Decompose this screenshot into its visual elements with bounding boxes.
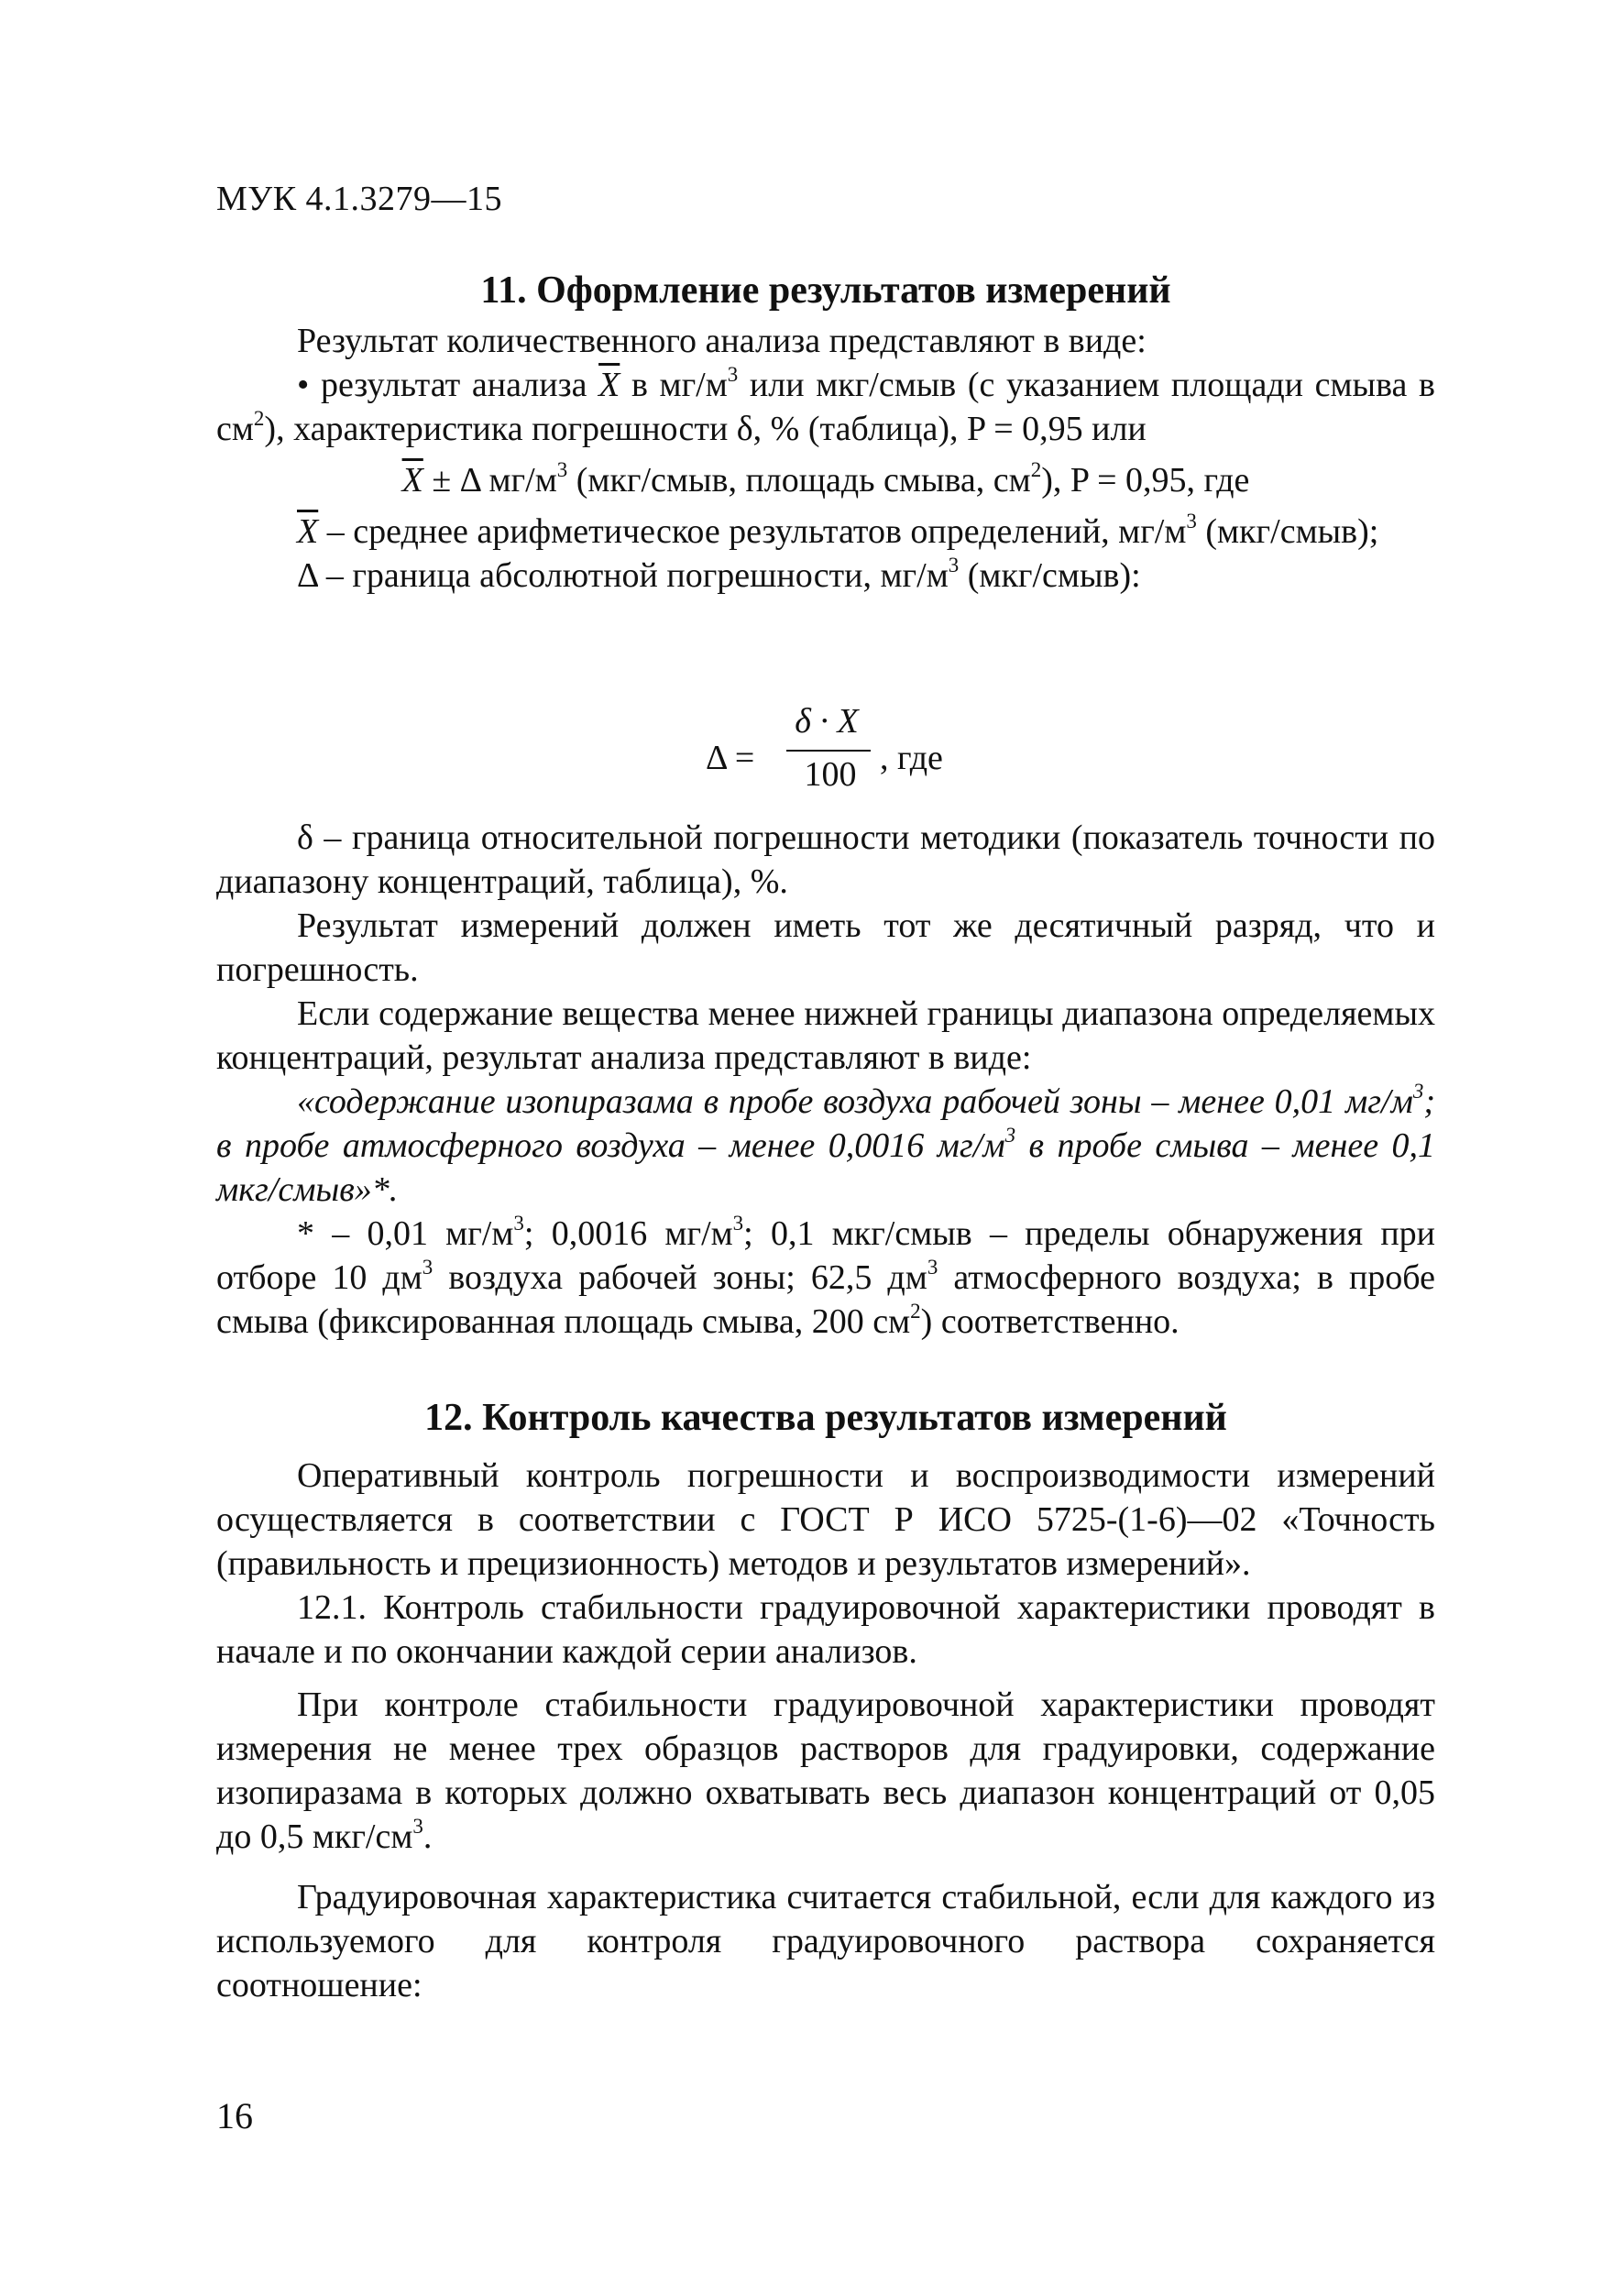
delta-formula [706, 701, 1219, 811]
section-11-title: 11. Оформление результатов измерений [480, 269, 1171, 312]
below-range-rule: Если содержание вещества менее нижней границы диапазона определяемых концентраций, результат анализа представляют в виде: [216, 994, 1435, 1077]
x-mean-definition: $\overline{X}$ – среднее арифметическое результатов определений, $мг/м^3$ (мкг/смыв); [297, 510, 1379, 551]
delta-definition: Δ – граница абсолютной погрешности, $мг/м^3$ (мкг/смыв): [297, 554, 1141, 595]
formula-tail: , где [880, 739, 943, 777]
section-12-title: 12. Контроль качества результатов измерений [424, 1397, 1227, 1439]
result-expression: $\overline{X} \pm \Delta$ $мг/м^3$ (мкг/смыв, площадь смыва, $см^2$), P = 0,95, где [401, 458, 1250, 500]
result-bullet: • результат анализа $\overline{X}$ в $мг/м^3$ или мкг/смыв (с указанием площади смыва в $см^2$), характеристика погрешности δ, % (таблица), P = 0,95 или [216, 363, 1435, 448]
formula-denominator: 100 [804, 755, 857, 794]
operational-control: Оперативный контроль погрешности и воспроизводимости измерений осуществляется в соответствии с ГОСТ Р ИСО 5725-(1-6)—02 «Точность (правильность и прецизионность) методов и результатов измерений». [216, 1456, 1435, 1583]
page-number: 16 [216, 2095, 253, 2136]
stability-criterion: Градуировочная характеристика считается стабильной, если для каждого из используемого для контроля градуировочного раствора сохраняется соотношение: [216, 1878, 1435, 2004]
detection-limits-footnote: * – 0,01 $мг/м^3$; 0,0016 $мг/м^3$; 0,1 мкг/смыв – пределы обнаружения при отборе 10 $дм^3$ воздуха рабочей зоны; 62,5 $дм^3$ атмосферного воздуха; в пробе смыва (фиксированная площадь смыва, 200 $см^2$) соответственно. [216, 1212, 1435, 1341]
formula-numerator: δ · X [795, 702, 859, 741]
below-range-quote: «содержание изопиразама в пробе воздуха рабочей зоны – менее 0,01 $мг/м^3$; в пробе атмосферного воздуха – менее 0,0016 $мг/м^3$ в пробе смыва – менее 0,1 мкг/смыв»*. [216, 1080, 1435, 1209]
section-11-intro: Результат количественного анализа представляют в виде: [297, 322, 1147, 360]
section-11 [216, 266, 1435, 598]
section-12 [216, 1393, 1435, 2007]
decimal-place-rule: Результат измерений должен иметь тот же десятичный разряд, что и погрешность. [216, 906, 1435, 989]
section-11-continued [216, 816, 1435, 1344]
stability-control: При контроле стабильности градуировочной характеристики проводят измерения не менее трех образцов растворов для градуировки, содержание изопиразама в которых должно охватывать весь диапазон концентраций от 0,05 до 0,5 мкг/$см^3$. [216, 1686, 1435, 1856]
document-code-header: МУК 4.1.3279—15 [216, 180, 503, 218]
clause-12-1: 12.1. Контроль стабильности градуировочной характеристики проводят в начале и по окончании каждой серии анализов. [216, 1588, 1435, 1671]
formula-lhs: Δ = [706, 739, 755, 777]
fraction-bar [786, 750, 871, 752]
relative-error-definition: δ – граница относительной погрешности методики (показатель точности по диапазону концентраций, таблица), %. [216, 818, 1435, 901]
